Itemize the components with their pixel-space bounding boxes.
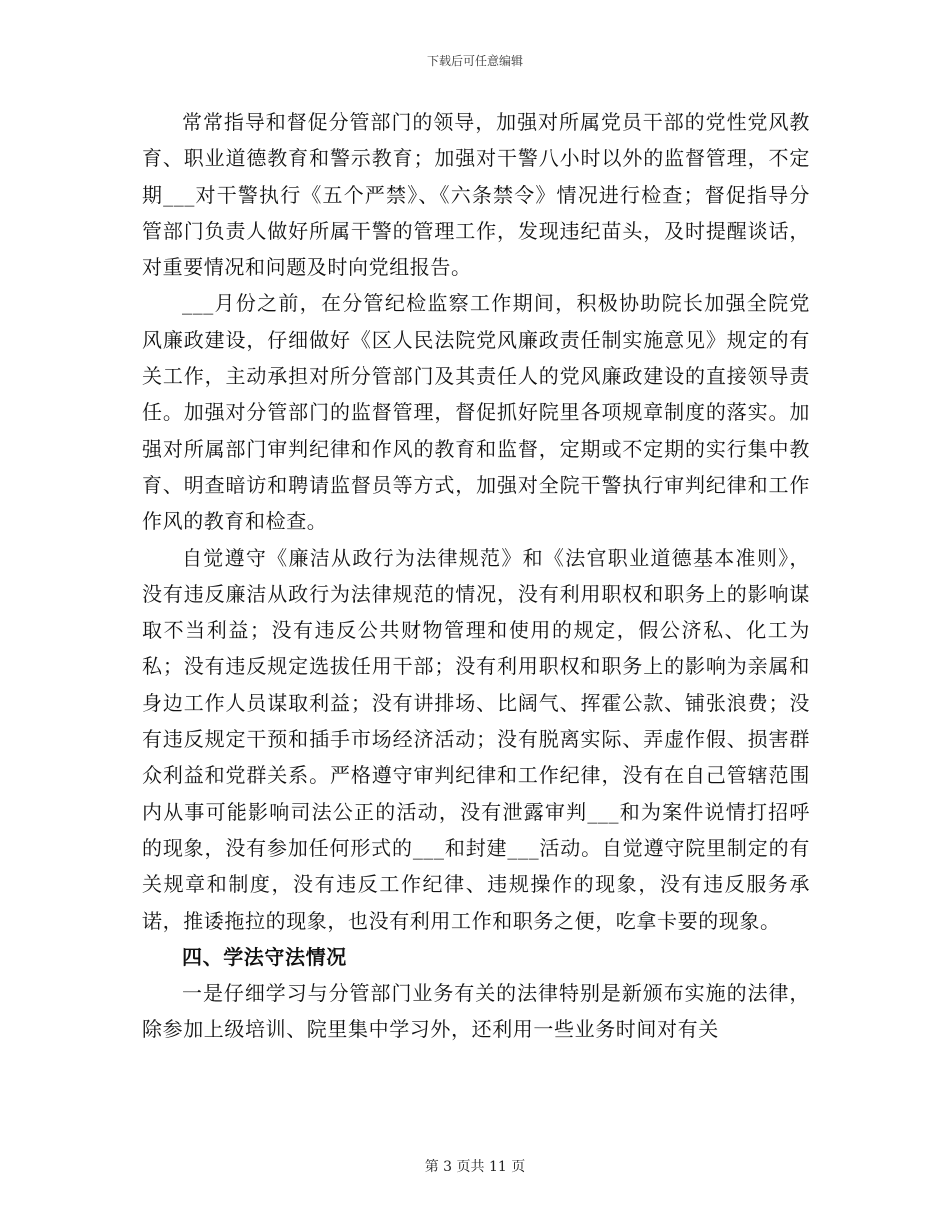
document-body — [142, 104, 810, 1048]
page-header: 下载后可任意编辑 — [426, 54, 523, 68]
paragraph-law-study: 一是仔细学习与分管部门业务有关的法律特别是新颁布实施的法律，除参加上级培训、院里集中学习外，还利用一些业务时间对有关 — [142, 981, 810, 1042]
section-heading: 四、学法守法情况 — [182, 944, 347, 969]
page-number: 第 3 页共 11 页 — [424, 1159, 526, 1175]
paragraph-integrity-compliance: 自觉遵守《廉洁从政行为法律规范》和《法官职业道德基本准则》，没有违反廉洁从政行为法律规范的情况，没有利用职权和职务上的影响谋取不当利益；没有违反公共财物管理和使用的规定，假公济私、化工为私；没有违反规定选拔任用干部；没有利用职权和职务上的影响为亲属和身边工作人员谋取利益；没有讲排场、比阔气、挥霍公款、铺张浪费；没有违反规定干预和插手市场经济活动；没有脱离实际、弄虚作假、损害群众利益和党群关系。严格遵守审判纪律和工作纪律，没有在自己管辖范围内从事可能影响司法公正的活动，没有泄露审判___和为案件说情打招呼的现象，没有参加任何形式的___和封建___活动。自觉遵守院里制定的有关规章和制度，没有违反工作纪律、违规操作的现象，没有违反服务承诺，推诿拖拉的现象，也没有利用工作和职务之便，吃拿卡要的现象。 — [142, 545, 810, 933]
paragraph-supervision: 常常指导和督促分管部门的领导，加强对所属党员干部的党性党风教育、职业道德教育和警示教育；加强对干警八小时以外的监督管理，不定期___对干警执行《五个严禁》、《六条禁令》情况进行检查；督促指导分管部门负责人做好所属干警的管理工作，发现违纪苗头，及时提醒谈话，对重要情况和问题及时向党组报告。 — [142, 110, 810, 280]
paragraph-discipline-inspection: ___月份之前，在分管纪检监察工作期间，积极协助院长加强全院党风廉政建设，仔细做好《区人民法院党风廉政责任制实施意见》规定的有关工作，主动承担对所分管部门及其责任人的党风廉政建设的直接领导责任。加强对分管部门的监督管理，督促抓好院里各项规章制度的落实。加强对所属部门审判纪律和作风的教育和监督，定期或不定期的实行集中教育、明查暗访和聘请监督员等方式，加强对全院干警执行审判纪律和工作作风的教育和检查。 — [142, 291, 810, 534]
